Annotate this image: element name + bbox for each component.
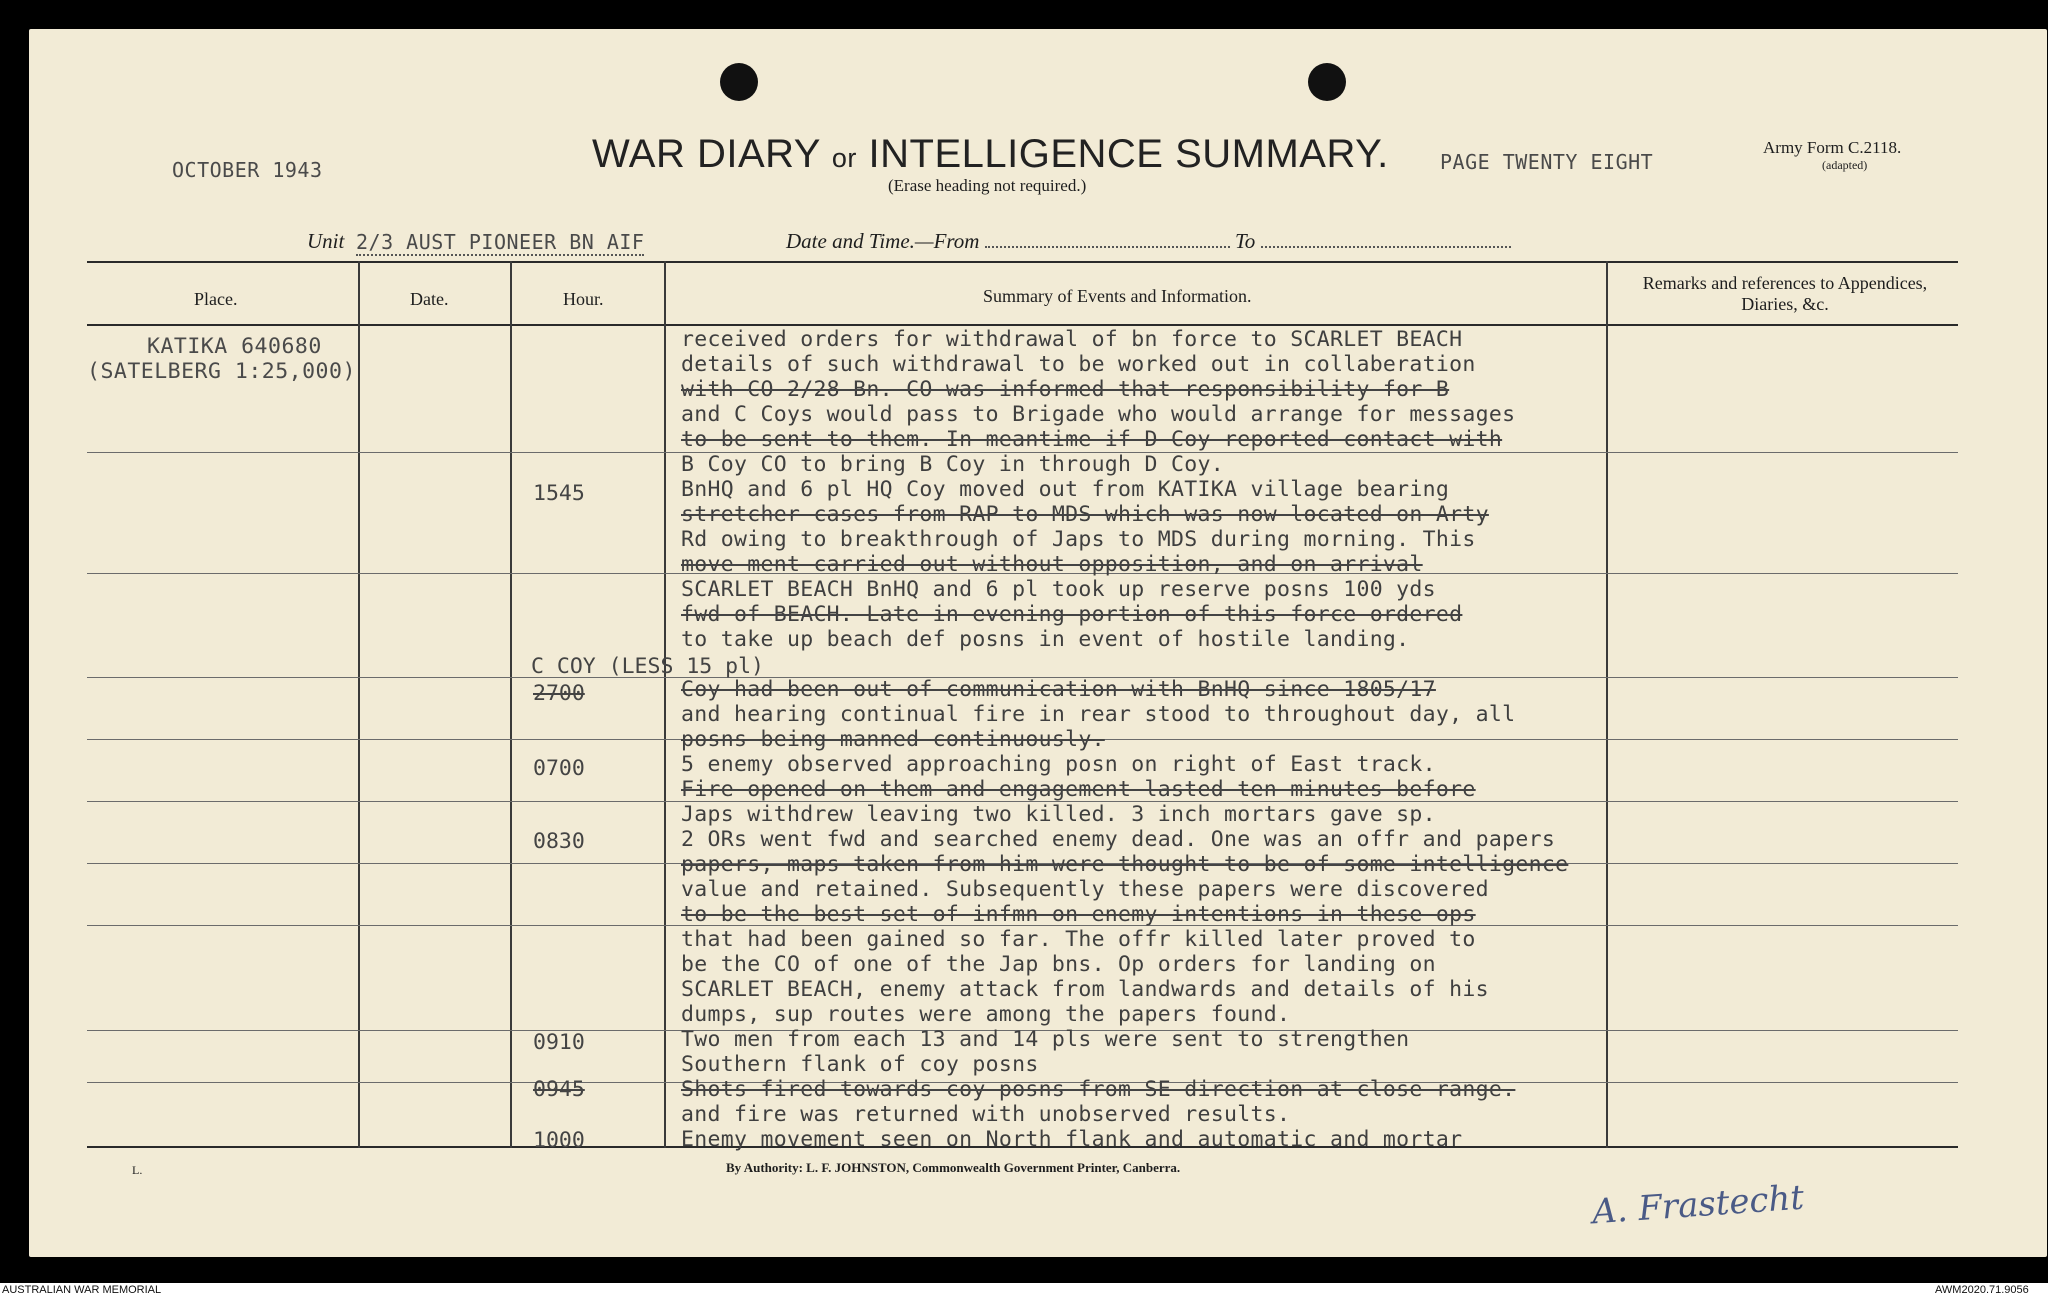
summary-line: Shots fired towards coy posns from SE direction at close range. — [681, 1077, 1516, 1102]
title-or: or — [831, 143, 857, 173]
summary-line: to be the best set of infmn on enemy intentions in these ops — [681, 902, 1476, 927]
hour-1545: 1545 — [533, 481, 585, 506]
summary-line: value and retained. Subsequently these papers were discovered — [681, 877, 1489, 902]
adapted-label: (adapted) — [1822, 158, 1868, 172]
summary-line: stretcher cases from RAP to MDS which was now located on Arty — [681, 502, 1489, 527]
col-header-remarks: Remarks and references to Appendices, Diaries, &c. — [1642, 273, 1928, 314]
summary-line: move ment carried out without opposition, and on arrival — [681, 552, 1423, 577]
summary-line: to be sent to them. In meantime if D Coy reported contact with — [681, 427, 1503, 452]
hour-struck: 2700 — [533, 681, 585, 706]
summary-line: Two men from each 13 and 14 pls were sent to strengthen — [681, 1027, 1410, 1052]
title-war-diary: WAR DIARY — [592, 132, 821, 176]
page-title — [592, 132, 1389, 177]
table-top-rule — [87, 261, 1958, 263]
date-to-label: To — [1234, 229, 1256, 253]
summary-line: be the CO of one of the Jap bns. Op orders for landing on — [681, 952, 1436, 977]
unit-value — [356, 230, 644, 256]
col-divider-date — [510, 261, 512, 1148]
archive-footer-bar — [0, 1283, 2048, 1299]
printer-authority: By Authority: L. F. JOHNSTON, Commonwealth Government Printer, Canberra. — [726, 1160, 1181, 1175]
summary-line: and hearing continual fire in rear stood to throughout day, all — [681, 702, 1516, 727]
page-number: PAGE TWENTY EIGHT — [1440, 150, 1654, 174]
date-time-label — [786, 229, 1511, 254]
col-header-date: Date. — [410, 289, 449, 309]
summary-line: Enemy movement seen on North flank and automatic and mortar — [681, 1127, 1463, 1152]
archive-name: AUSTRALIAN WAR MEMORIAL — [2, 1284, 162, 1296]
coy-heading: C COY (LESS 15 pl) — [531, 654, 764, 679]
hour-0945: 0945 — [533, 1077, 585, 1102]
unit-label: Unit — [307, 229, 345, 253]
summary-line: papers, maps taken from him were thought to be of some intelligence — [681, 852, 1569, 877]
col-divider-hour — [664, 261, 666, 1148]
hour-1000: 1000 — [533, 1128, 585, 1153]
col-header-summary: Summary of Events and Information. — [983, 286, 1252, 306]
punch-hole-right — [1308, 63, 1346, 101]
form-letter: L. — [132, 1163, 143, 1177]
signature: A. Frastecht — [1590, 1177, 1806, 1233]
summary-line: 5 enemy observed approaching posn on right of East track. — [681, 752, 1436, 777]
place-location: KATIKA 640680 — [147, 334, 322, 359]
summary-line: to take up beach def posns in event of hostile landing. — [681, 627, 1410, 652]
date-from-label: Date and Time.—From — [786, 229, 980, 253]
summary-line: Coy had been out of communication with BnHQ since 1805/17 — [681, 677, 1436, 702]
date-from-field — [985, 246, 1230, 248]
summary-line: received orders for withdrawal of bn force to SCARLET BEACH — [681, 327, 1463, 352]
summary-line: SCARLET BEACH BnHQ and 6 pl took up reserve posns 100 yds — [681, 577, 1436, 602]
erase-note: (Erase heading not required.) — [888, 176, 1087, 195]
col-header-place: Place. — [194, 289, 238, 309]
col-header-hour: Hour. — [563, 289, 604, 309]
summary-line: with CO 2/28 Bn. CO was informed that responsibility for B — [681, 377, 1450, 402]
summary-line: fwd of BEACH. Late in evening portion of this force ordered — [681, 602, 1463, 627]
summary-line: Rd owing to breakthrough of Japs to MDS during morning. This — [681, 527, 1476, 552]
hour-0830: 0830 — [533, 829, 585, 854]
summary-line: 2 ORs went fwd and searched enemy dead. One was an offr and papers — [681, 827, 1556, 852]
month-stamp: OCTOBER 1943 — [172, 158, 323, 182]
col-divider-summary — [1606, 261, 1608, 1148]
summary-line: B Coy CO to bring B Coy in through D Coy. — [681, 452, 1225, 477]
hour-0910: 0910 — [533, 1030, 585, 1055]
summary-line: and fire was returned with unobserved results. — [681, 1102, 1291, 1127]
summary-line: Southern flank of coy posns — [681, 1052, 1039, 1077]
summary-line: SCARLET BEACH, enemy attack from landwards and details of his — [681, 977, 1489, 1002]
summary-line: Japs withdrew leaving two killed. 3 inch mortars gave sp. — [681, 802, 1436, 827]
place-map-ref: (SATELBERG 1:25,000) — [87, 359, 356, 384]
army-form-label: Army Form C.2118. — [1763, 138, 1902, 157]
summary-line: BnHQ and 6 pl HQ Coy moved out from KATIKA village bearing — [681, 477, 1450, 502]
hour-0700: 0700 — [533, 756, 585, 781]
title-intelligence: INTELLIGENCE SUMMARY. — [868, 132, 1389, 176]
summary-line: and C Coys would pass to Brigade who would arrange for messages — [681, 402, 1516, 427]
summary-line: posns being manned continuously. — [681, 727, 1105, 752]
archive-id: AWM2020.71.9056 — [1935, 1284, 2029, 1296]
summary-line: that had been gained so far. The offr killed later proved to — [681, 927, 1476, 952]
summary-line: Fire opened on them and engagement lasted ten minutes before — [681, 777, 1476, 802]
col-divider-place — [358, 261, 360, 1148]
date-to-field — [1261, 246, 1511, 248]
summary-line: dumps, sup routes were among the papers found. — [681, 1002, 1291, 1027]
table-header-rule — [87, 324, 1958, 326]
punch-hole-left — [720, 63, 758, 101]
unit-field: 2/3 AUST PIONEER BN AIF — [356, 230, 645, 254]
summary-line: details of such withdrawal to be worked out in collaberation — [681, 352, 1476, 377]
